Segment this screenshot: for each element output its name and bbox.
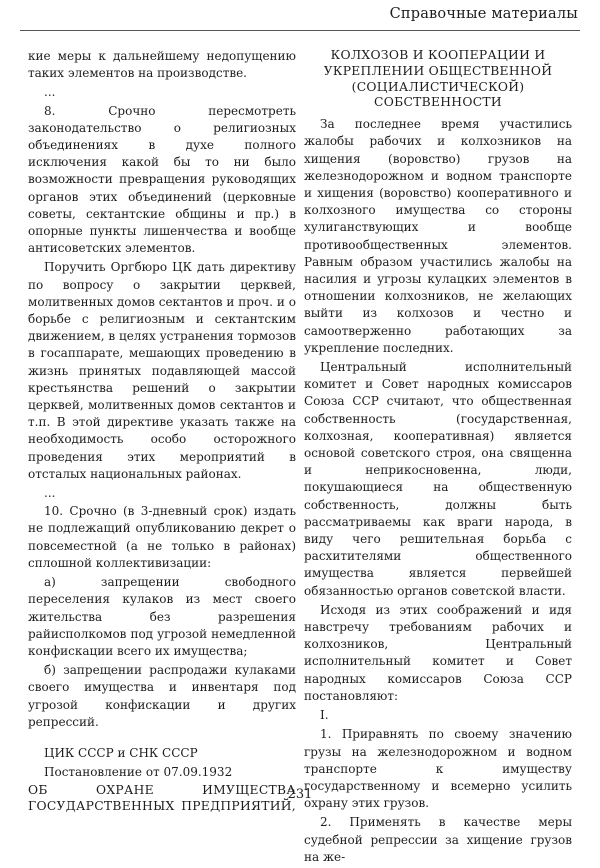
- decree-title-start: ОБ ОХРАНЕ ИМУЩЕСТВА ГОСУДАРСТВЕННЫХ ПРЕДПРИЯТИЙ,: [28, 783, 296, 814]
- paragraph: 8. Срочно пересмотреть законодательство о религиозных объединениях в духе полного исключения какой бы то ни было возможности превращения руководящих органов этих объединений (церковные советы, сектантские общины и пр.) в опорные пункты лишенчества и вообще антисоветских элементов.: [28, 103, 296, 256]
- paragraph: 2. Применять в качестве меры судебной репрессии за хищение грузов на же-: [304, 815, 572, 864]
- paragraph: 10. Срочно (в 3-дневный срок) издать не подлежащий опубликованию декрет о повсеместной (а не только в районах) сплошной коллективизации:: [28, 504, 296, 570]
- page-number: 231: [287, 787, 313, 802]
- paragraph: 1. Приравнять по своему значению грузы на железнодорожном и водном транспорте к имуществу государственному и всемерно усилить охрану этих грузов.: [304, 727, 572, 811]
- decree-date: Постановление от 07.09.1932: [44, 765, 233, 780]
- paragraph: Центральный исполнительный комитет и Совет народных комиссаров Союза ССР считают, что общественная собственность (государственная, колхозная, кооперативная) является основой советского строя, она священна и неприкосновенна, люди, покушающиеся на общественную собственность, должны быть рассматриваемы как враги народа, в виду чего решительная борьба с расхитителями общественного имущества является первейшей обязанностью органов советской власти.: [304, 360, 572, 598]
- left-column: [28, 48, 296, 820]
- decree-title-end: КОЛХОЗОВ И КООПЕРАЦИИ И УКРЕПЛЕНИИ ОБЩЕСТВЕННОЙ (СОЦИАЛИСТИЧЕСКОЙ) СОБСТВЕННОСТИ: [323, 48, 553, 110]
- omission-marker: ...: [44, 85, 56, 100]
- running-header: Справочные материалы: [389, 6, 578, 22]
- paragraph: кие меры к дальнейшему недопущению таких элементов на производстве.: [28, 49, 296, 81]
- decree-issuer: ЦИК СССР и СНК СССР: [44, 745, 198, 760]
- paragraph: Исходя из этих соображений и идя навстречу требованиям рабочих и колхозников, Центральный исполнительный комитет и Совет народных комиссаров Союза ССР постановляют:: [304, 602, 572, 703]
- section-number: I.: [320, 708, 329, 723]
- paragraph: За последнее время участились жалобы рабочих и колхозников на хищения (воровство) грузов на железнодорожном и водном транспорте и хищения (воровство) кооперативного и колхозного имущества со стороны хулиганствующих и вообще противообщественных элементов. Равным образом участились жалобы на насилия и угрозы кулацких элементов в отношении колхозников, не желающих выйти из колхозов и честно и самоотверженно работающих за укрепление последних.: [304, 117, 572, 355]
- right-column: [304, 48, 572, 868]
- header-divider: [20, 30, 580, 31]
- omission-marker: ...: [44, 486, 56, 501]
- paragraph: б) запрещении распродажи кулаками своего имущества и инвентаря под угрозой конфискации и других репрессий.: [28, 663, 296, 729]
- paragraph: Поручить Оргбюро ЦК дать директиву по вопросу о закрытии церквей, молитвенных домов сектантов и проч. и о борьбе с религиозным и сектантским движением, в целях устранения тормозов в госаппарате, мешающих проведению в жизнь принятых подавляющей массой крестьянства решений о закрытии церквей, молитвенных домов сектантов и т.п. В этой директиве указать также на необходимость особо осторожного проведения этих мероприятий в отсталых национальных районах.: [28, 260, 296, 481]
- paragraph: а) запрещении свободного переселения кулаков из мест своего жительства без разрешения райисполкомов под угрозой немедленной конфискации всего их имущества;: [28, 575, 296, 658]
